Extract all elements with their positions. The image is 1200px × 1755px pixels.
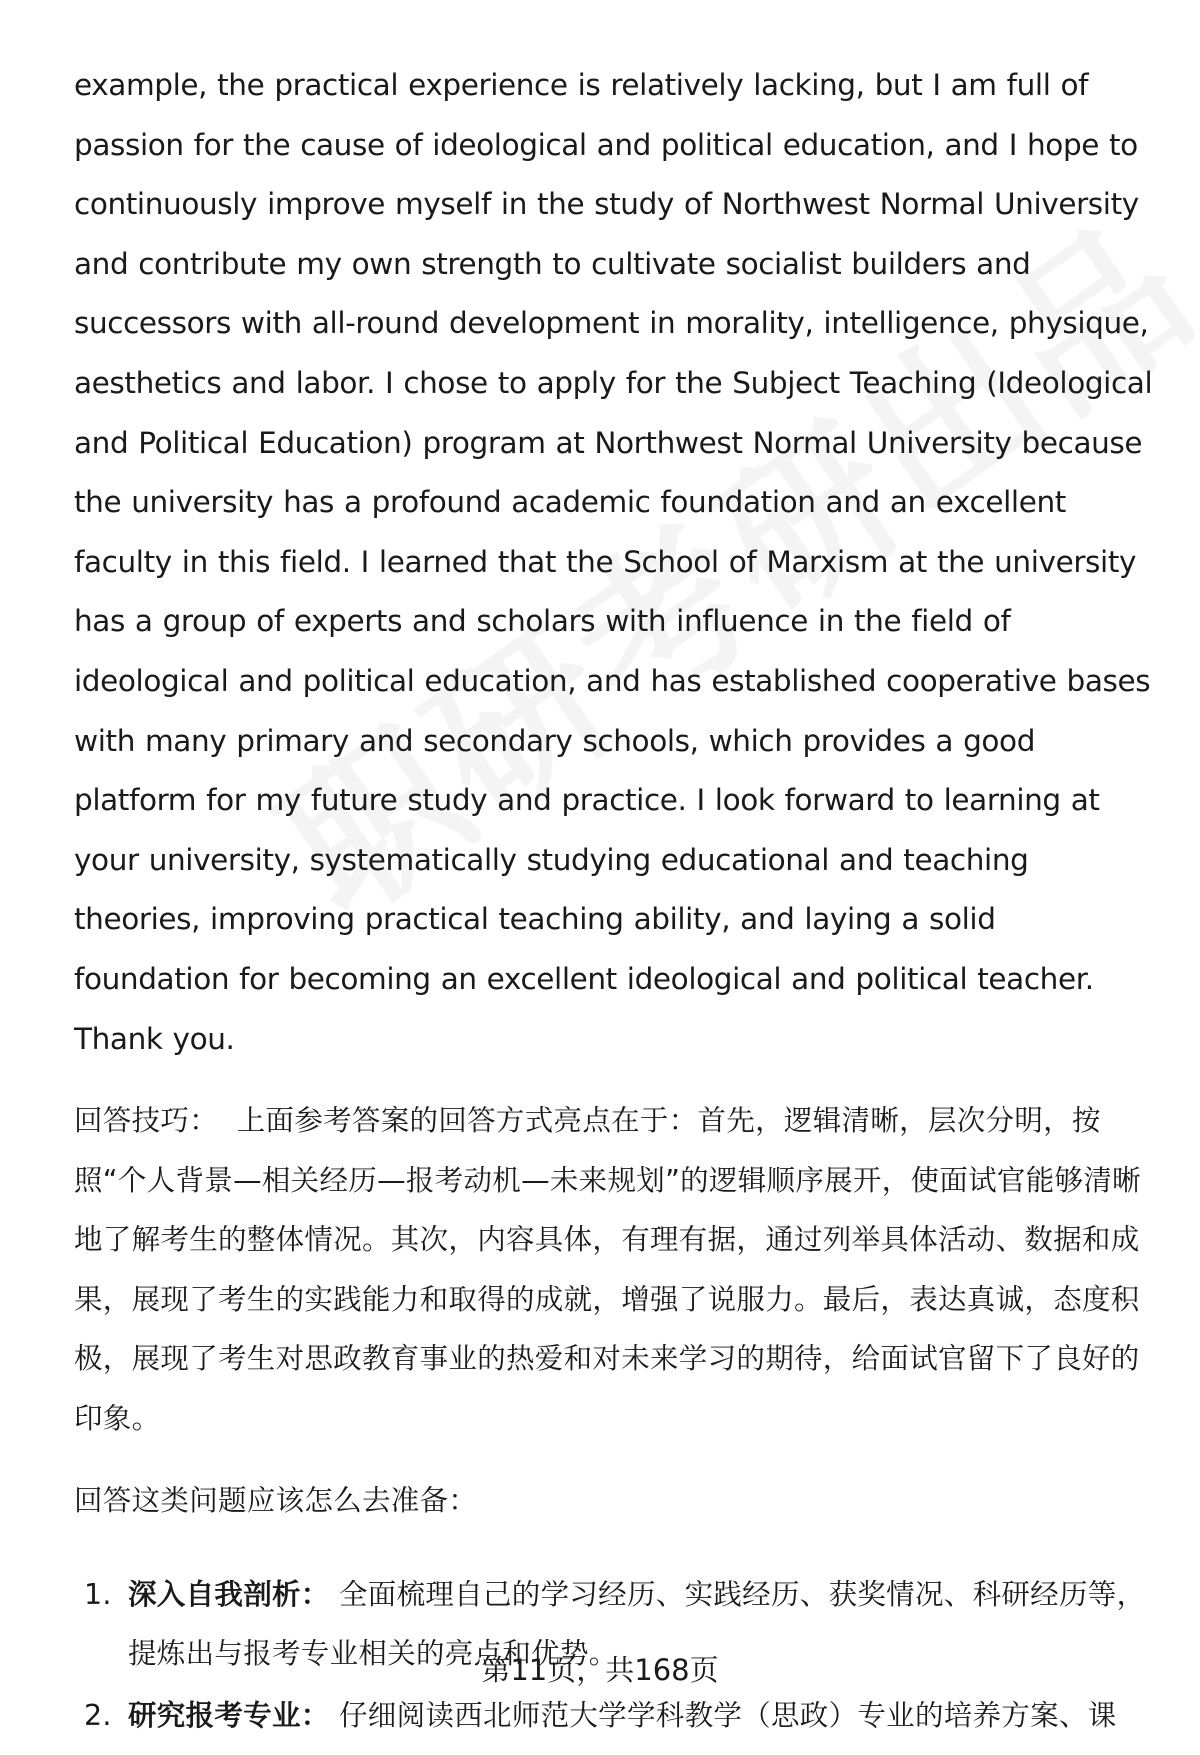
tips-label: 回答技巧：: [74, 1104, 219, 1138]
list-item-term: 研究报考专业：: [128, 1698, 330, 1732]
preparation-title: 回答这类问题应该怎么去准备：: [74, 1484, 478, 1518]
answer-paragraph: example, the practical experience is relatively lacking, but I am full of passion for the cause of ideological and political education, and I hope to continuously improve myself in the study of Northwest Normal University and contribute my own strength to cultivate socialist builders and successors with all-round development in morality, intelligence, physique, aesthetics and labor. I chose to apply for the Subject Teaching (Ideological and Political Education) program at Northwest Normal University because the university has a profound academic foundation and an excellent faculty in this field. I learned that the School of Marxism at the university has a group of experts and scholars with influence in the field of ideological and political education, and has established cooperative bases with many primary and secondary schools, which provides a good platform for my future study and practice. I look forward to learning at your university, systematically studying educational and teaching theories, improving practical teaching ability, and laying a solid foundation for becoming an excellent ideological and political teacher. Thank you.: [74, 68, 1153, 1056]
list-item-text: 全面梳理自己的学习经历、实践经历、获奖情况、科研经历等，提炼出与报考专业相关的亮点和优势。: [128, 1577, 1146, 1671]
list-item-term: 深入自我剖析：: [128, 1577, 330, 1611]
list-item-text: 仔细阅读西北师范大学学科教学（思政）专业的培养方案、课: [338, 1698, 1117, 1732]
page-content: [74, 56, 1154, 1747]
page-number-footer: 第11页，共168页: [481, 1653, 719, 1687]
list-item: [74, 1686, 1154, 1746]
list-item-number: 1.: [84, 1577, 112, 1611]
list-item-number: 2.: [84, 1698, 112, 1732]
tips-paragraph: [74, 1091, 1154, 1448]
tips-text: 上面参考答案的回答方式亮点在于：首先，逻辑清晰，层次分明，按照“个人背景—相关经历—报考动机—未来规划”的逻辑顺序展开，使面试官能够清晰地了解考生的整体情况。其次，内容具体，有理有据，通过列举具体活动、数据和成果，展现了考生的实践能力和取得的成就，增强了说服力。最后，表达真诚，态度积极，展现了考生对思政教育事业的热爱和对未来学习的期待，给面试官留下了良好的印象。: [74, 1104, 1141, 1435]
